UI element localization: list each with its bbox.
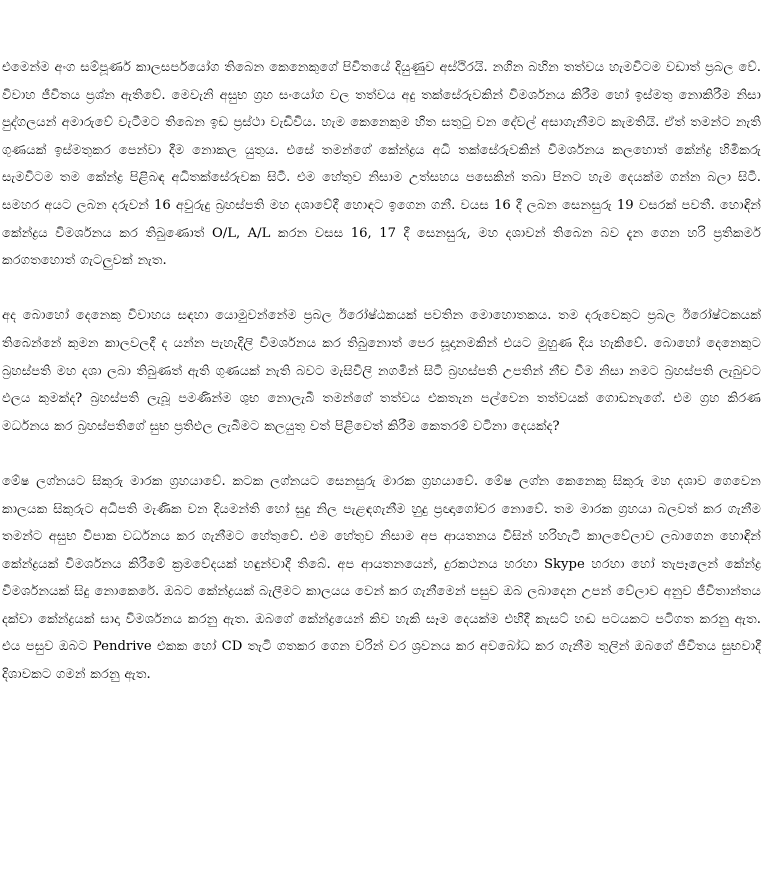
paragraph-kalasarpa-yoga: එමෙන්ම අංග සම්පූර්ණ කාලසර්පයෝග තිබෙන කෙනෙකුගේ පිවිතයේ දියුණුව අස්ථිරයි. නගින බහින තත්වය හැමවිටම වඩාත් ප්‍රබල වේ. විවාහ ජීවිතය ප්‍රශ්න ඇතිවේ. මෙවැනි අසුභ ග්‍රහ සංයෝග වල තත්වය අදු තක්සේරුවකින් විමර්ශනය කිරීම හෝ ඉස්මතු නොකිරීම නිසා පුද්ගලයන් අමාරුවේ වැටීමට තිබෙන ඉඩ ප්‍රස්ථා වැඩිවිය. හැම කෙනෙකුම හිත සතුටු වන දේවල් අසාගැනීමට කැමතියි. ඒත් තමන්ට නැති ගුණයක් ඉස්මතුකර පෙන්වා දීම නොකල යුතුය. එසේ තමන්ගේ කේන්ද්‍රය අධි තක්සේරුවකින් විමර්ශනය කලහොත් කේන්ද්‍ර හිමිකරු සැමවිටම තම කේන්ද්‍ර පිළිබඳ අධිතක්සේරුවක සිටී. එම හේතුව නිසාම උත්සහය පසෙකින් තබා පිනට හැම දෙයක්ම ගන්න බලා සිටී. සමහර අයට ලබන දරුවන් 16 අවුරුදු බ්‍රහස්පති මහ දශාවේදී හොඳට ඉගෙන ගනී. වයස 16 දී ලබන සෙනසුරු 19 වසරක් පවතී. හොඳින් කේන්ද්‍රය විමර්ශනය කර තිබුණොත් O/L, A/L කරන වසස 16, 17 දී සෙනසුරු, මහ දශාවන් තිබෙන බව දැන ගෙන හරි ප්‍රතිකර්ම කරගතහොත් ගැටලුවක් නැත. <box>2 60 761 269</box>
paragraph-maraka-planets: මේෂ ලග්නයට සිකුරු මාරක ග්‍රහයාවේ. කටක ලග්නයට සෙනසුරු මාරක ග්‍රහයාවේ. මේෂ ලග්න කෙනෙකු සිකුරු මහ දශාව ගෙවෙන කාලයක සිකුරුට අධිපති මැණික වන දියමන්ති හෝ සුදු නිල පැළඳගැනීම හුදු ප්‍රඥාගෝචර නොවේ. තම මාරක ග්‍රහයා බලවත් කර ගැනීම තමන්ට අසුභ විපාක වර්ධනය කර ගැනීමට හේතුවේ. එම හේතුව නිසාම අප ආයතනය විසින් හරිහැටි කාලවේලාව ලබාගෙන හොඳින් කේන්ද්‍රයක් විමර්ශනය කිරීමේ ක්‍රමවේදයක් හඳුන්වාදී තිබේ. අප ආයතනයෙන්, දුරකථනය හරහා Skype හරහා හෝ තැපෑලෙන් කේන්ද්‍ර විමර්ශනයක් සිදු නොකෙරේ. ඔබට කේන්ද්‍රයක් බැලීමට කාලයය වෙන් කර ගැනීමෙන් පසුව ඔබ ලබාදෙන උපන් වේලාව අනුව ජීවිතාන්තය දක්වා කේන්ද්‍රයක් සාදා විමර්ශනය කරනු ඇත. ඔබගේ කේන්ද්‍රයෙන් කිව හැකි සෑම දෙයක්ම එහිදී කැසට් හඬ පටයකට පටිගත කරනු ඇත. එය පසුව ඔබට Pendrive එකක හෝ CD තැටි ගතකර ගෙන වරින් වර ශ්‍රවනය කර අවබෝධ කර ගැනීම තුලින් ඔබගේ ජීවිතය සුභවාදී දිශාවකට ගමන් කරනු ඇත. <box>2 473 761 683</box>
paragraph-marriage-ashtaka: අද බොහෝ දෙනෙකු විවාහය සඳහා යොමුවන්නේම ප්‍රබල ඊරෝෂ්ඨකයක් පවතින මොහොතකය. තම දරුවෙකුට ප්‍රබල ඊරෝෂ්ටකයක් තිබෙන්නේ කුමන කාලවලදී ද යන්න පැහැදිලි විමර්ශනය කර තිබුනොත් පෙර සූදානමකින් එයට මුහුණ දිය හැකිවේ. බොහෝ දෙනෙකුට බ්‍රහස්පති මහ දශා ලබා තිබුණත් ඇති ගුණයක් නැති බවට මැසිවිලි නගමින් සිටී බ්‍රහස්පති උපතින් නීච වීම නිසා නමට බ්‍රහස්පති ලැබුවට ඵලය කුමක්ද? බ්‍රහස්පති ලැබූ පමණින්ම ශුභ නොලැබී තමන්ගේ තත්වය එකතැන පල්වෙන තත්වයක් ගොඩනැගේ. එම ග්‍රහ කිරණ මර්ධනය කර බ්‍රහස්පතිගේ සුභ ප්‍රතිඵල ලැබීමට කලයුතු වත් පිළිවෙත් කිරීම කෙතරම් වටිනා දෙයක්ද? <box>2 308 761 434</box>
